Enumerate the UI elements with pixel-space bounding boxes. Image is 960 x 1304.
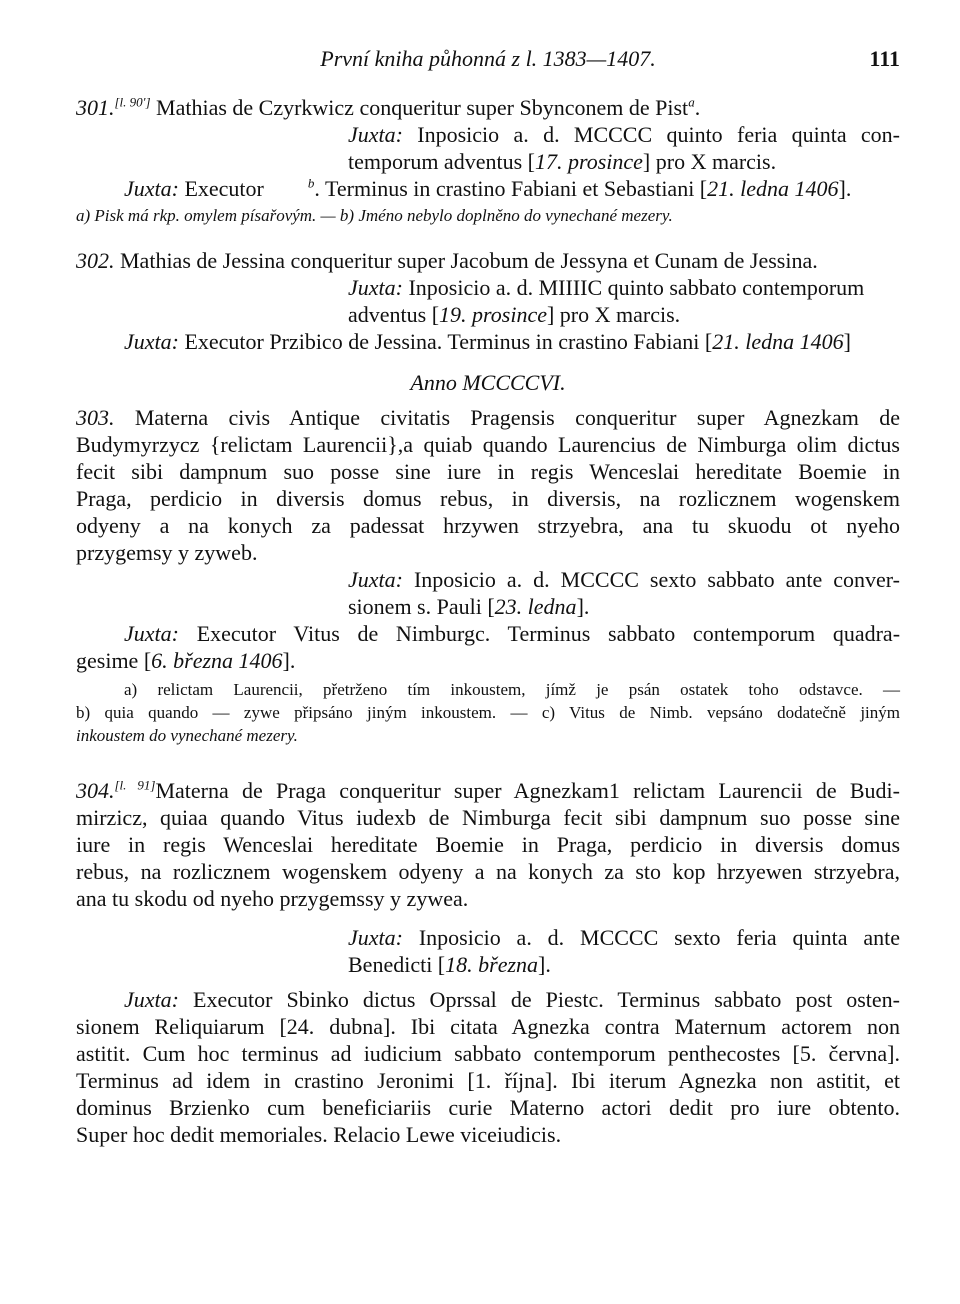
footnote-ref: b [307, 175, 315, 191]
juxta-label: Juxta: [348, 275, 403, 300]
date-note: 18. března [445, 952, 539, 977]
date-note: 17. prosince [534, 149, 643, 174]
entry-301: 301.[l. 90'] Mathias de Czyrkwicz conqueritur super Sbynconem de Pist$^a$. Juxta: Inposicio a. d. MCCCC quinto feria quinta con- temporum adventus [17. prosince] pro X marcis. Juxta: Executor $^b$. Terminus in crastino Fabiani et Sebastiani [21. ledna 1406]. a) Pisk má rkp. omylem písařovým. — b) Jméno nebylo doplněno do vynechané mezery. [76, 94, 901, 225]
footnote-ref: a [688, 94, 695, 110]
footnote: a) relictam Laurencii, přetrženo tím inkoustem, jímž je psán ostatek toho odstavce. — [124, 680, 900, 699]
inposicio-text: Inposicio a. d. MCCCC quinto feria quinta con- [417, 122, 901, 147]
entry-303: 303. Materna civis Antique civitatis Pragensis conqueritur super Agnezkam de Budymyrzycz {relictam Laurencii},a quiab quando Laurencius de Nimburga olim dictus fecit sibi dampnum suo posse sine iure in regis Wenceslai hereditate Boemie in Praga, perdicio in diversis domus rebus, in diversis, na rozlicznem wogenskem odyeny a na konych za padessat hrzywen strzyebra, ana tu skuodu ot nyeho przygemsy y zyweb. Juxta: Inposicio a. d. MCCCC sexto sabbato ante conver- sionem s. Pauli [23. ledna]. Juxta: Executor Vitus de Nimburgc. Terminus sabbato contemporum quadra- gesime [6. března 1406]. a) relictam Laurencii, přetrženo tím inkoustem, jímž je psán ostatek toho odstavce. — b) quia quando — zywe připsáno jiným inkoustem. — c) Vitus de Nimb. vepsáno dodatečně jiným inkoustem do vynechané mezery. [76, 405, 901, 745]
entry-number: 303. [76, 405, 115, 430]
entry-text: Mathias de Czyrkwicz conqueritur super Sbynconem de Pist [156, 95, 689, 120]
date-note: 23. ledna [494, 594, 577, 619]
entry-text: Mathias de Jessina conqueritur super Jacobum de Jessyna et Cunam de Jessina. [120, 248, 818, 273]
footnote: b) quia quando — zywe připsáno jiným inkoustem. — c) Vitus de Nimb. vepsáno dodatečně jiným [76, 703, 900, 722]
entry-302: 302. Mathias de Jessina conqueritur super Jacobum de Jessyna et Cunam de Jessina. Juxta: Inposicio a. d. MIIIIC quinto sabbato contemporum adventus [19. prosince] pro X marcis. Juxta: Executor Przibico de Jessina. Terminus in crastino Fabiani [21. ledna 1406] [76, 248, 865, 354]
date-note: 21. ledna 1406 [707, 176, 839, 201]
juxta-label: Juxta: [124, 329, 179, 354]
date-note: 21. ledna 1406 [712, 329, 844, 354]
footnote: inkoustem do vynechané mezery. [76, 726, 298, 745]
juxta-label: Juxta: [348, 122, 403, 147]
entry-number: 302. [76, 248, 115, 273]
juxta-label: Juxta: [348, 567, 403, 592]
juxta-label: Juxta: [124, 176, 179, 201]
document-page [76, 40, 900, 1148]
juxta-label: Juxta: [348, 925, 403, 950]
juxta-label: Juxta: [124, 987, 179, 1012]
page-number: 111 [869, 46, 900, 71]
entry-number: 301. [76, 95, 115, 120]
footnotes: a) Pisk má rkp. omylem písařovým. — b) Jméno nebylo doplněno do vynechané mezery. [76, 206, 673, 225]
date-note: 19. prosince [439, 302, 547, 327]
date-note: 6. března 1406 [151, 648, 283, 673]
folio-mark: [l. 90'] [114, 94, 151, 110]
entry-304: 304.[l. 91]Materna de Praga conqueritur super Agnezkam1 relictam Laurencii de Budi- mirzicz, quiaa quando Vitus iudexb de Nimburga fecit sibi dampnum suo posse sine iure in regis Wenceslai hereditate Boemie in Praga, perdicio in diversis domus rebus, na rozlicznem wogenskem odyeny a na konych za sto kop hrzyewen strzyebra, ana tu skodu od nyeho przygemssy y zywea. Juxta: Inposicio a. d. MCCCC sexto feria quinta ante Benedicti [18. března]. Juxta: Executor Sbinko dictus Oprssal de Piestc. Terminus sabbato post osten- sionem Reliquiarum [24. dubna]. Ibi citata Agnezka contra Maternum actorem non astitit. Cum hoc terminus ad iudicium sabbato contemporum penthecostes [5. června]. Terminus ad idem in crastino Jeronimi [1. října]. Ibi iterum Agnezka non astitit, et dominus Brzienko cum beneficiariis curie Materno actori dedit pro iure obtento. Super hoc dedit memoriales. Relacio Lewe viceiudicis. [76, 777, 901, 1147]
running-header [76, 40, 900, 78]
entry-number: 304. [76, 778, 115, 803]
running-title: První kniha půhonná z l. 1383—1407. [320, 46, 656, 71]
juxta-label: Juxta: [124, 621, 179, 646]
year-heading: Anno MCCCCVI. [410, 370, 566, 395]
folio-mark: [l. 91] [114, 777, 156, 793]
